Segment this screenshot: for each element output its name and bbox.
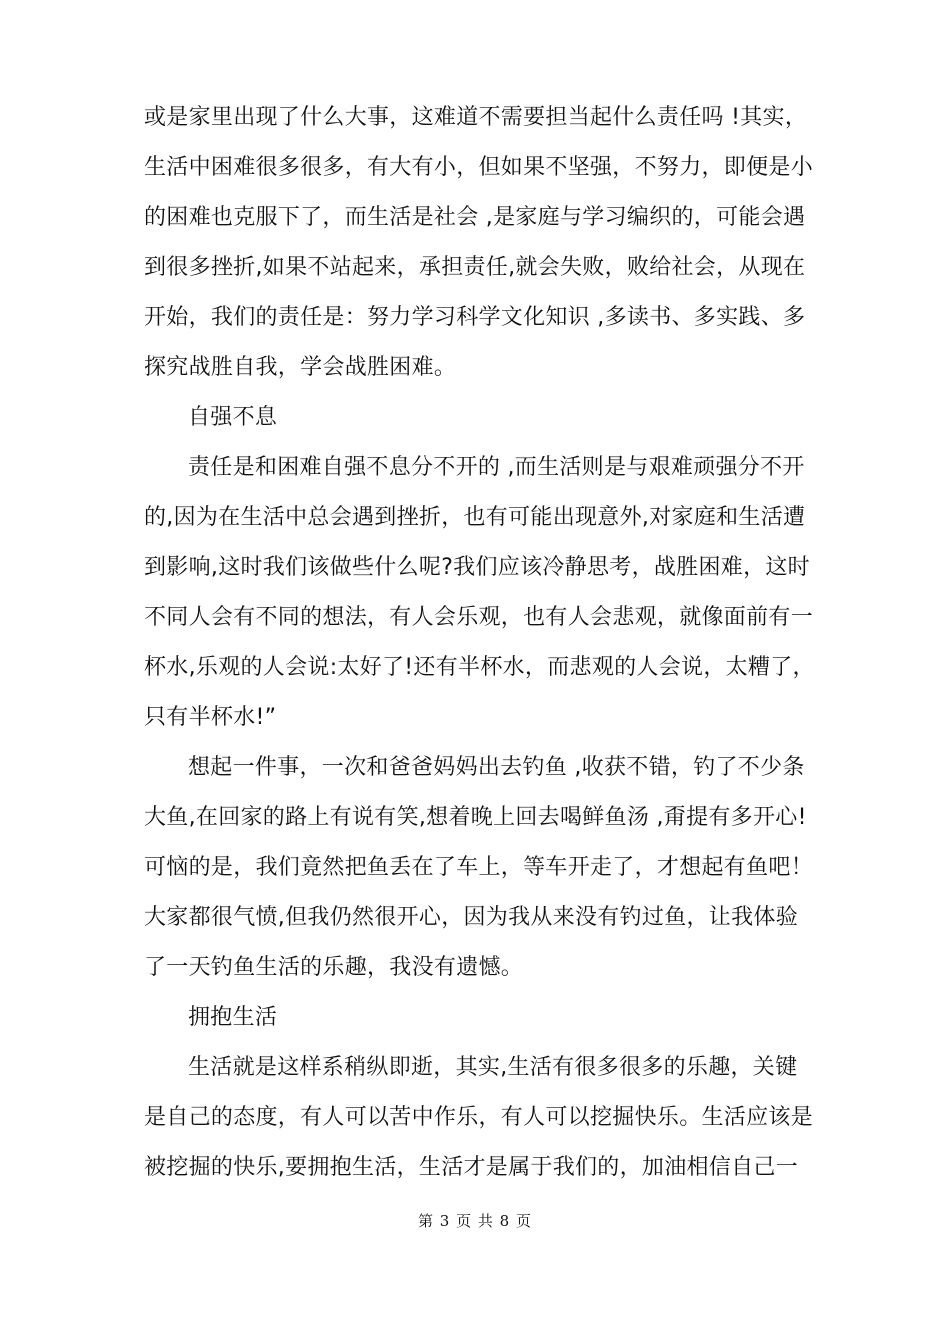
paragraph-1-line-5: 开始，我们的责任是：努力学习科学文化知识 ,多读书、多实践、多 <box>144 305 806 330</box>
paragraph-3-line-5: 了一天钓鱼生活的乐趣，我没有遗憾。 <box>144 955 524 980</box>
paragraph-4-line-2: 是自己的态度，有人可以苦中作乐，有人可以挖掘快乐。生活应该是 <box>144 1105 814 1130</box>
paragraph-1-line-2: 生活中困难很多很多，有大有小，但如果不坚强，不努力，即便是小 <box>144 155 814 180</box>
section-heading: 自强不息 <box>188 405 278 430</box>
paragraph-2-line-1: 责任是和困难自强不息分不开的 ,而生活则是与艰难顽强分不开 <box>188 455 805 480</box>
paragraph-2-line-5: 杯水,乐观的人会说:太好了!还有半杯水，而悲观的人会说，太糟了， <box>144 655 815 680</box>
section-heading: 拥抱生活 <box>188 1005 278 1030</box>
paragraph-4-line-1: 生活就是这样系稍纵即逝，其实,生活有很多很多的乐趣，关键 <box>188 1055 798 1080</box>
paragraph-1-line-3: 的困难也克服下了，而生活是社会 ,是家庭与学习编织的，可能会遇 <box>144 205 806 230</box>
paragraph-2-line-3: 到影响,这时我们该做些什么呢?我们应该冷静思考，战胜困难，这时 <box>144 555 810 580</box>
paragraph-2-line-6: 只有半杯水!” <box>144 705 277 730</box>
paragraph-3-line-3: 可恼的是，我们竟然把鱼丢在了车上，等车开走了，才想起有鱼吧！ <box>144 855 814 880</box>
page-number-footer: 第 3 页 共 8 页 <box>418 1212 532 1230</box>
paragraph-3-line-4: 大家都很气愤,但我仍然很开心，因为我从来没有钓过鱼，让我体验 <box>144 905 798 930</box>
paragraph-3-line-1: 想起一件事，一次和爸爸妈妈出去钓鱼 ,收获不错，钓了不少条 <box>188 755 805 780</box>
paragraph-3-line-2: 大鱼,在回家的路上有说有笑,想着晚上回去喝鲜鱼汤 ,甭提有多开心! <box>144 805 807 830</box>
paragraph-2-line-4: 不同人会有不同的想法，有人会乐观，也有人会悲观，就像面前有一 <box>144 605 814 630</box>
paragraph-1-line-1: 或是家里出现了什么大事，这难道不需要担当起什么责任吗 !其实， <box>144 105 808 130</box>
paragraph-2-line-2: 的,因为在生活中总会遇到挫折，也有可能出现意外,对家庭和生活遭 <box>144 505 806 530</box>
paragraph-1-line-6: 探究战胜自我，学会战胜困难。 <box>144 355 457 380</box>
paragraph-4-line-3: 被挖掘的快乐,要拥抱生活，生活才是属于我们的，加油相信自己一 <box>144 1155 798 1180</box>
paragraph-1-line-4: 到很多挫折,如果不站起来，承担责任,就会失败，败给社会，从现在 <box>144 255 806 280</box>
